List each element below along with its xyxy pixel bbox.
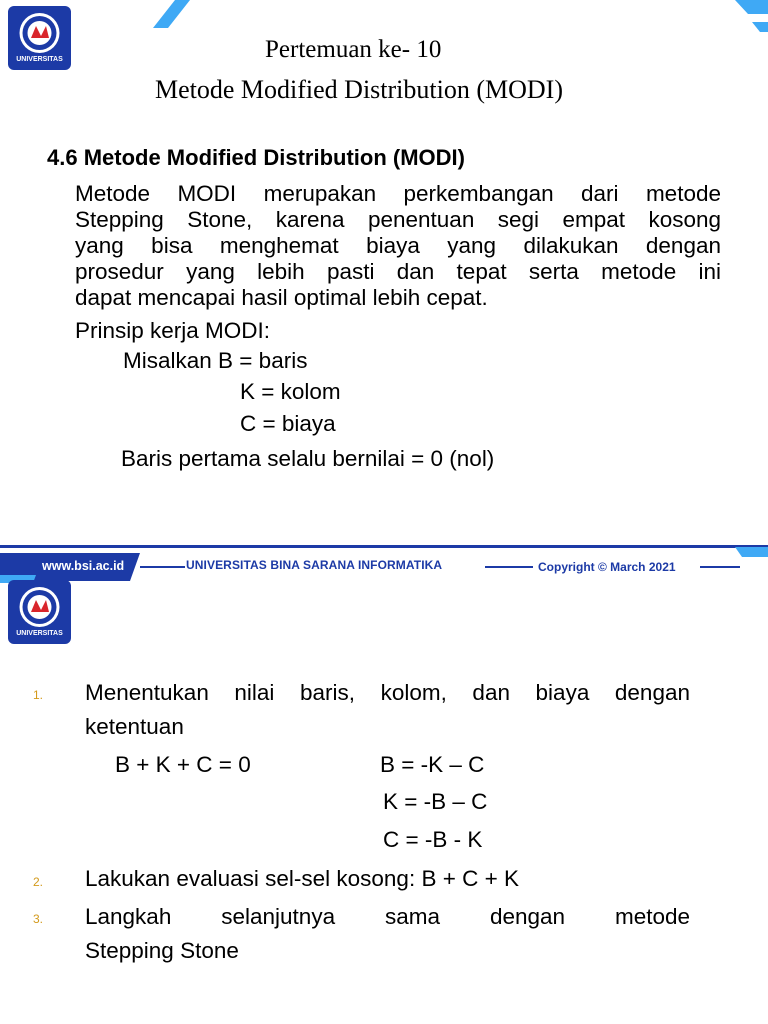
paragraph-line: prosedur yang lebih pasti dan tepat serta metode ini: [75, 259, 721, 284]
equation-c: C = -B - K: [383, 827, 483, 852]
list-number: 1.: [33, 688, 44, 702]
principle-label: Prinsip kerja MODI:: [75, 318, 271, 343]
list-item-3: [85, 900, 690, 968]
logo-label: UNIVERSITAS: [16, 630, 63, 637]
corner-decoration: [0, 0, 768, 40]
equation-k: K = -B – C: [383, 789, 488, 814]
footer-url-link[interactable]: www.bsi.ac.id: [42, 559, 125, 573]
list-line: Lakukan evaluasi sel-sel kosong: B + C + K: [85, 866, 519, 891]
var-k: K = kolom: [240, 379, 341, 404]
paragraph-line: yang bisa menghemat biaya yang dilakukan dengan: [75, 233, 721, 258]
footer-copyright: Copyright © March 2021: [538, 560, 676, 574]
equation-main: B + K + C = 0: [115, 752, 251, 777]
list-item-1: [85, 676, 690, 744]
list-number: 2.: [33, 875, 44, 889]
equation-b: B = -K – C: [380, 752, 485, 777]
var-c: C = biaya: [240, 411, 336, 436]
list-item-2: [85, 862, 519, 896]
description-paragraph: [75, 181, 721, 311]
slide-title-line1: Pertemuan ke- 10: [265, 36, 442, 63]
logo-label: UNIVERSITAS: [16, 56, 63, 63]
footer-university-name: UNIVERSITAS BINA SARANA INFORMATIKA: [186, 558, 443, 572]
section-heading: 4.6 Metode Modified Distribution (MODI): [47, 145, 465, 170]
paragraph-line: dapat mencapai hasil optimal lebih cepat.: [75, 285, 488, 310]
university-logo: [8, 6, 71, 70]
slide-title-line2: Metode Modified Distribution (MODI): [155, 75, 564, 104]
university-logo: [8, 580, 71, 644]
var-b: Misalkan B = baris: [123, 348, 308, 373]
first-row-note: Baris pertama selalu bernilai = 0 (nol): [121, 446, 495, 471]
list-line: ketentuan: [85, 714, 184, 739]
list-line: Langkah selanjutnya sama dengan metode: [85, 904, 690, 929]
list-number: 3.: [33, 912, 44, 926]
paragraph-line: Stepping Stone, karena penentuan segi empat kosong: [75, 207, 721, 232]
list-line: Menentukan nilai baris, kolom, dan biaya dengan: [85, 680, 690, 705]
list-line: Stepping Stone: [85, 938, 239, 963]
paragraph-line: Metode MODI merupakan perkembangan dari metode: [75, 181, 721, 206]
